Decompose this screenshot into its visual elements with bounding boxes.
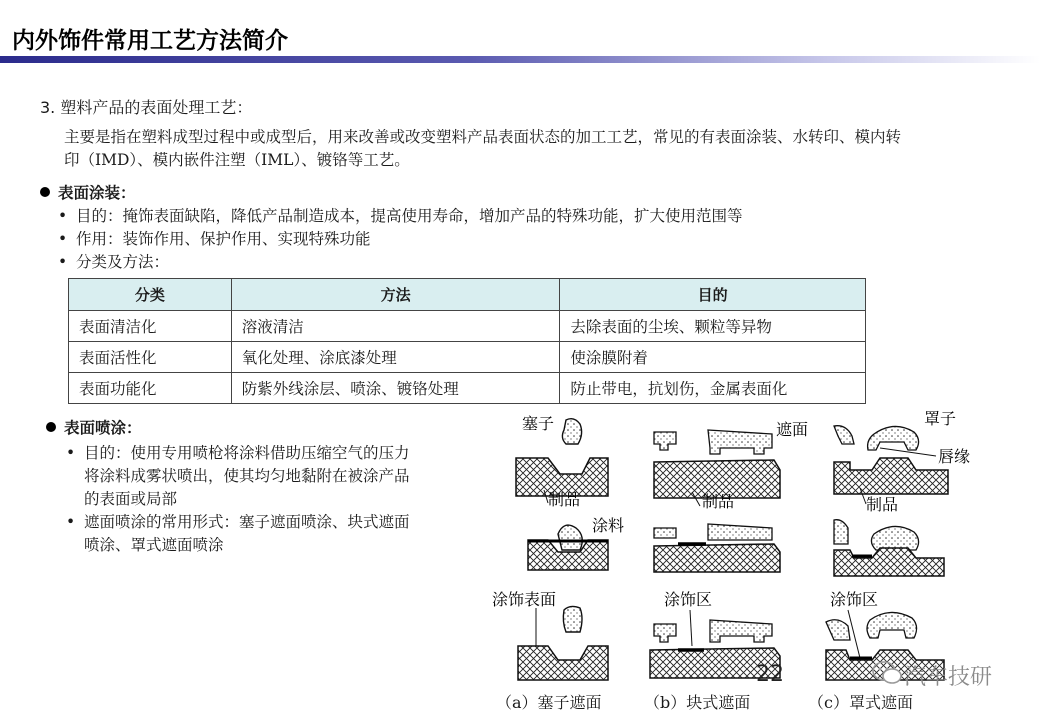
section-intro: 主要是指在塑料成型过程中或成型后，用来改善或改变塑料产品表面状态的加工工艺，常见的有表面涂装、水转印、模内转印（IMD）、模内嵌件注塑（IML）、镀铬等工艺。	[64, 128, 902, 169]
diagram-label: 塞子	[522, 414, 555, 433]
spray-list	[64, 442, 424, 557]
table-row	[69, 311, 866, 342]
list-item: • 目的：掩饰表面缺陷，降低产品制造成本，提高使用寿命，增加产品的特殊功能，扩大使用范围等	[56, 205, 936, 228]
diagram-label: 涂饰表面	[492, 590, 557, 609]
block-shape	[654, 624, 676, 642]
plug-shape	[558, 525, 582, 550]
product-shape	[518, 646, 608, 680]
masking-spray-diagram	[488, 410, 988, 690]
product-shape	[834, 548, 944, 576]
diagram-label: 制品	[866, 495, 899, 514]
table-cell: 表面清洁化	[69, 311, 232, 342]
list-item: • 作用：装饰作用、保护作用、实现特殊功能	[56, 228, 936, 251]
coating-list	[56, 205, 936, 274]
bullet-dot-icon	[46, 422, 56, 432]
wechat-icon	[872, 660, 902, 686]
diagram-caption: （a）塞子遮面	[496, 693, 602, 712]
bullet-dot-icon	[40, 187, 50, 197]
table-cell: 溶液清洁	[231, 311, 560, 342]
cover-shape	[871, 526, 918, 550]
diagram-caption: （b）块式遮面	[644, 693, 751, 712]
diagram-label: 遮面	[776, 420, 809, 439]
block-mask-column	[650, 420, 808, 678]
cover-shape	[868, 426, 919, 450]
page-title: 内外饰件常用工艺方法简介	[12, 28, 288, 54]
table-cell: 表面功能化	[69, 373, 232, 404]
mask-shape	[710, 620, 772, 642]
table-row	[69, 342, 866, 373]
spray-heading-label: 表面喷涂：	[64, 419, 142, 437]
diagram-label: 涂料	[592, 516, 625, 535]
methods-table	[68, 278, 866, 404]
leader-line	[690, 610, 692, 646]
page-number: 22	[756, 662, 784, 687]
plug-mask-column	[492, 414, 624, 680]
table-header-cell: 分类	[69, 279, 232, 311]
cover-shape	[834, 426, 854, 444]
cover-mask-column	[826, 410, 970, 680]
plug-shape	[562, 419, 581, 444]
diagram-caption: （c）罩式遮面	[808, 693, 913, 712]
cover-shape	[867, 612, 917, 638]
cover-shape	[826, 620, 850, 640]
table-cell: 表面活性化	[69, 342, 232, 373]
plug-shape	[563, 606, 582, 632]
block-shape	[654, 432, 676, 450]
table-cell: 防紫外线涂层、喷涂、镀铬处理	[231, 373, 560, 404]
section-heading: 3. 塑料产品的表面处理工艺：	[40, 98, 253, 117]
mask-shape	[708, 524, 772, 540]
product-shape	[654, 544, 780, 572]
cover-shape	[834, 520, 848, 544]
diagram-label: 制品	[548, 490, 581, 509]
table-cell: 防止带电，抗划伤，金属表面化	[560, 373, 866, 404]
diagram-label: 涂饰区	[830, 590, 879, 609]
diagram-label: 罩子	[924, 410, 957, 428]
table-cell: 氧化处理、涂底漆处理	[231, 342, 560, 373]
table-row	[69, 373, 866, 404]
coating-heading	[40, 181, 136, 203]
diagram-label: 唇缘	[938, 447, 971, 466]
list-item: • 遮面喷涂的常用形式：塞子遮面喷涂、块式遮面喷涂、罩式遮面喷涂	[64, 511, 424, 557]
table-cell: 使涂膜附着	[560, 342, 866, 373]
diagram-label: 制品	[702, 492, 735, 511]
table-cell: 去除表面的尘埃、颗粒等异物	[560, 311, 866, 342]
diagram-label: 涂饰区	[664, 590, 713, 609]
leader-line	[848, 610, 860, 658]
product-shape	[834, 458, 948, 494]
table-header-cell: 方法	[231, 279, 560, 311]
mask-shape	[708, 430, 772, 454]
spray-heading	[46, 416, 142, 438]
list-item: • 分类及方法：	[56, 251, 936, 274]
block-shape	[654, 528, 676, 538]
watermark: 汽车技研	[904, 665, 993, 690]
coating-heading-label: 表面涂装：	[58, 184, 136, 202]
title-rule	[0, 56, 1040, 63]
table-header-row	[69, 279, 866, 311]
list-item: • 目的：使用专用喷枪将涂料借助压缩空气的压力将涂料成雾状喷出，使其均匀地黏附在被涂产品的表面或局部	[64, 442, 424, 511]
table-header-cell: 目的	[560, 279, 866, 311]
